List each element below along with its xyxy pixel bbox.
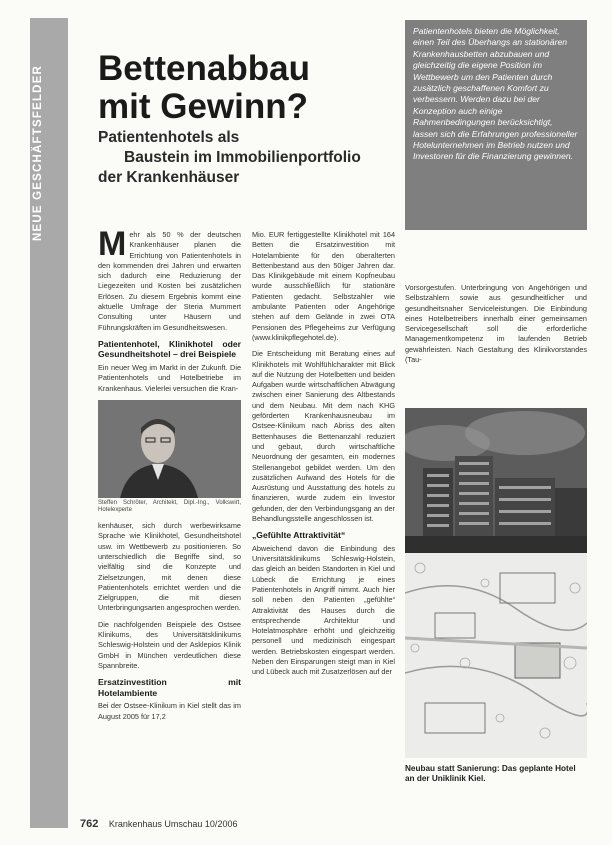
drop-cap: M: [98, 225, 127, 263]
article-subtitle: [98, 128, 398, 188]
column-2: [252, 230, 395, 684]
page-footer: [80, 818, 237, 830]
heading-attractiveness: „Gefühlte Attraktivität“: [252, 530, 346, 541]
paragraph-terms: kenhäuser, sich durch werbewirksame Sprache wie Klinikhotel, Gesundheitshotel usw. im Wettbewerb zu positionieren. So unterschiedlich die Begriffe sind, so vielfältig sind die Konzepte und Zielsetzungen, mit denen diese Patientenhotels errichtet werden und die Zielgruppen, die mit diesen Unterbringungsarten angesprochen werden.: [98, 521, 241, 613]
portrait-image: [98, 400, 241, 498]
paragraph-ostsee: Bei der Ostsee-Klinikum in Kiel stellt das im August 2005 für 17,2: [98, 701, 241, 721]
portrait-caption: Steffen Schröter, Architekt, Dipl.-Ing., Volkswirt, Hotelexperte: [98, 499, 241, 514]
column-1: [98, 225, 241, 728]
paragraph-university: Abweichend davon die Einbindung des Universitätsklinikums Schleswig-Holstein, das gleich an beiden Standorten in Kiel und Lübeck die Errichtung je eines Patientenhotels in Angriff nimmt. Auch hier soll neben den Patienten „gefühlte“ Attraktivität des Hauses durch die entsprechende Architektur und Hotelatmosphäre erhöht und gleichzeitig personell und medizinisch eingespart werden. Betriebskosten eingespart werden. Neben den Einsparungen steigt man in Kiel und Lübeck auch mit Zusatzerlösen auf der: [252, 543, 395, 677]
building-rendering-image: [405, 408, 587, 553]
heading-investment: Ersatzinvestition mit Hotelambiente: [98, 677, 241, 698]
publication-name: Krankenhaus Umschau 10/2006: [108, 819, 238, 829]
paragraph-mio: Mio. EUR fertiggestellte Klinikhotel mit 164 Betten die Ersatzinvestition mit Hotelambiente für den überalterten Bettenbestand aus den 50iger Jahren dar. Das Klinikgebäude mit einem Kopfneubau wurde ausschließlich für stationäre Patienten gedacht. Selbstzahler wie ambulante Patienten oder Angehörige stehen auf dem Gelände in zwei OTA Pensionen des Pflegeheims zur Verfügung (www.klinikpflegehotel.de).: [252, 230, 395, 342]
subtitle-line-3: der Krankenhäuser: [98, 169, 240, 186]
paragraph-decision: Die Entscheidung mit Beratung eines auf Klinikhotels mit Wohlfühlcharakter mit Blick auf die Nutzung der Hotelbetten und beiden Aufgaben wurde wirtschaftlichen Abwägung zwischen einer Sanierung des Altbestands und dem Neubau. Mit dem nach KHG geförderten Krankenhausneubau im Ostsee-Klinikum nach Abriss des alten Bettenhauses die Bettenanzahl reduziert und gebaut, durch wirtschaftliche Neuordnung der gesamten, ein modernes Stellenangebot gebildet werden. Um den zusätzlichen Aufwand des Hotels für die Ausrüstung und Ausstattung des hotels zu finanzieren, wurde zudem ein Investor gefunden, der den Verbindungsgang an der Behandlungsstelle angeschlossen ist.: [252, 349, 395, 524]
author-portrait: [98, 400, 241, 498]
paragraph-services: Vorsorgestufen. Unterbringung von Angehörigen und Selbstzahlern sowie aus gesundheitlicher und gesundheitsnaher Serviceleistungen. Die Einbindung eines Hotelbetreibers innerhalb einer gemeinsamen Servicegesellschaft soll die erforderliche Managementkompetenz im laufenden Betrieb gewährleisten. Nach Gestaltung des Klinikvorstandes (Tau-: [405, 283, 587, 365]
figure-caption: Neubau statt Sanierung: Das geplante Hotel an der Uniklinik Kiel.: [405, 764, 576, 783]
article-title-line-2: mit Gewinn?: [98, 87, 308, 126]
article-title-line-1: Bettenabbau: [98, 49, 310, 88]
teaser-text: Patientenhotels bieten die Möglichkeit, einen Teil des Überhangs an stationären Krankenhausbetten abzubauen und gleichzeitig die eigene Position im Wettbewerb um den Patienten durch zusätzlich geschaffenen Komfort zu verbessern. Werden dazu bei der Konzeption auch einige Rahmenbedingungen berücksichtigt, lassen sich die Erfahrungen professioneller Hotelunternehmen im Betrieb nutzen und Investoren für die Finanzierung gewinnen.: [413, 26, 578, 162]
paragraph-following: Die nachfolgenden Beispiele des Ostsee Klinikums, des Universitätsklinikums Schleswig-Holstein und der Asklepios Klinik GmbH in München verdeutlichen diese Spannbreite.: [98, 619, 241, 670]
teaser-box: [405, 20, 587, 230]
heading-examples: Patientenhotel, Klinikhotel oder Gesundheitshotel – drei Beispiele: [98, 338, 241, 360]
article-title: [98, 50, 398, 126]
paragraph-examples: Ein neuer Weg im Markt in der Zukunft. Die Patientenhotels und Hotelbetriebe im Krankenhaus. Vielerlei versuchen die Kran-: [98, 362, 241, 393]
subtitle-line-2: Baustein im Immobilienportfolio: [124, 149, 361, 166]
site-plan: [405, 553, 587, 758]
page-number: 762: [80, 818, 99, 830]
subtitle-line-1: Patientenhotels als: [98, 129, 240, 146]
intro-paragraph: [98, 225, 241, 333]
section-label: NEUE GESCHÄFTSFELDER: [32, 64, 44, 241]
intro-text: ehr als 50 % der deutschen Krankenhäuser planen die Errichtung von Patientenhotels in den kommenden drei Jahren und erwarten sich dadurch eine Reduzierung der Liegezeiten und Kosten bei zusätzlichen Erlösen. Zu diesem Ergebnis kommt eine aktuelle Umfrage der Steria Mummert Consulting unter Häusern und Führungskräften im Gesundheitswesen.: [98, 230, 241, 332]
column-3: [405, 283, 587, 371]
site-plan-image: [405, 553, 587, 758]
building-rendering: [405, 408, 587, 553]
